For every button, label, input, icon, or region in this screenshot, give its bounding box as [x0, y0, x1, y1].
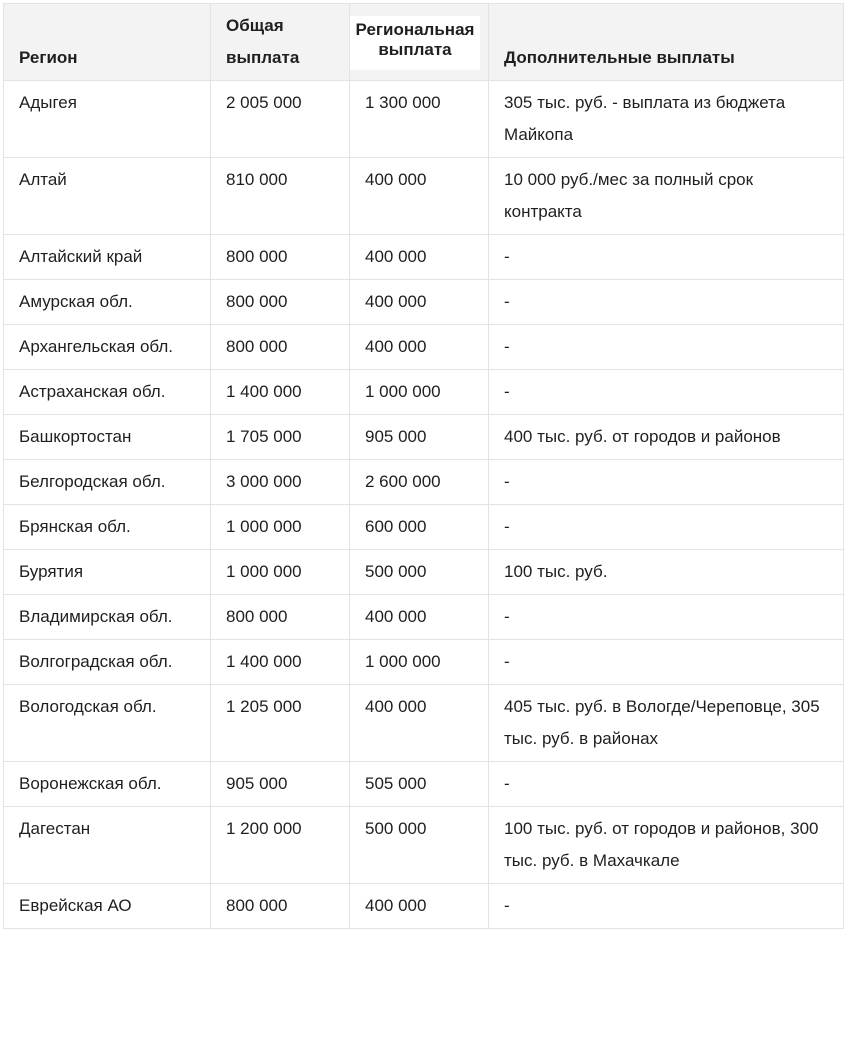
cell-total: 810 000 [211, 158, 350, 235]
cell-regional: 500 000 [350, 550, 489, 595]
cell-region: Дагестан [4, 807, 211, 884]
cell-total: 800 000 [211, 280, 350, 325]
cell-total: 1 000 000 [211, 505, 350, 550]
cell-regional: 1 000 000 [350, 640, 489, 685]
cell-regional: 400 000 [350, 235, 489, 280]
table-body [4, 81, 844, 929]
table-row [4, 505, 844, 550]
cell-region: Владимирская обл. [4, 595, 211, 640]
table-header-row [4, 4, 844, 81]
cell-additional: 100 тыс. руб. от городов и районов, 300 тыс. руб. в Махачкале [489, 807, 844, 884]
cell-region: Вологодская обл. [4, 685, 211, 762]
cell-additional: - [489, 280, 844, 325]
cell-total: 1 400 000 [211, 370, 350, 415]
cell-additional: 10 000 руб./мес за полный срок контракта [489, 158, 844, 235]
table-row [4, 460, 844, 505]
cell-regional: 400 000 [350, 884, 489, 929]
header-region: Регион [4, 4, 211, 81]
cell-total: 1 400 000 [211, 640, 350, 685]
cell-regional: 1 300 000 [350, 81, 489, 158]
table-row [4, 550, 844, 595]
cell-total: 1 205 000 [211, 685, 350, 762]
cell-total: 905 000 [211, 762, 350, 807]
cell-regional: 2 600 000 [350, 460, 489, 505]
cell-additional: 100 тыс. руб. [489, 550, 844, 595]
cell-region: Алтай [4, 158, 211, 235]
cell-additional: - [489, 325, 844, 370]
cell-total: 800 000 [211, 595, 350, 640]
cell-additional: - [489, 595, 844, 640]
cell-regional: 400 000 [350, 280, 489, 325]
cell-additional: 305 тыс. руб. - выплата из бюджета Майкопа [489, 81, 844, 158]
cell-regional: 1 000 000 [350, 370, 489, 415]
table-row [4, 685, 844, 762]
cell-regional: 500 000 [350, 807, 489, 884]
cell-region: Волгоградская обл. [4, 640, 211, 685]
cell-region: Воронежская обл. [4, 762, 211, 807]
cell-region: Брянская обл. [4, 505, 211, 550]
cell-regional: 905 000 [350, 415, 489, 460]
cell-region: Астраханская обл. [4, 370, 211, 415]
table-row [4, 325, 844, 370]
cell-region: Белгородская обл. [4, 460, 211, 505]
cell-regional: 600 000 [350, 505, 489, 550]
cell-total: 1 000 000 [211, 550, 350, 595]
table-row [4, 762, 844, 807]
payments-table-container [3, 3, 843, 929]
header-total: Общая выплата [211, 4, 350, 81]
cell-regional: 505 000 [350, 762, 489, 807]
table-row [4, 235, 844, 280]
cell-additional: - [489, 762, 844, 807]
cell-additional: - [489, 235, 844, 280]
cell-total: 800 000 [211, 884, 350, 929]
header-regional-label: Региональная выплата [350, 16, 480, 70]
cell-total: 3 000 000 [211, 460, 350, 505]
cell-region: Алтайский край [4, 235, 211, 280]
cell-additional: - [489, 640, 844, 685]
table-row [4, 884, 844, 929]
cell-total: 1 200 000 [211, 807, 350, 884]
table-row [4, 415, 844, 460]
cell-additional: 405 тыс. руб. в Вологде/Череповце, 305 тыс. руб. в районах [489, 685, 844, 762]
cell-regional: 400 000 [350, 685, 489, 762]
header-additional: Дополнительные выплаты [489, 4, 844, 81]
table-row [4, 807, 844, 884]
cell-total: 2 005 000 [211, 81, 350, 158]
cell-regional: 400 000 [350, 595, 489, 640]
table-row [4, 640, 844, 685]
table-row [4, 158, 844, 235]
cell-additional: 400 тыс. руб. от городов и районов [489, 415, 844, 460]
cell-regional: 400 000 [350, 158, 489, 235]
cell-region: Амурская обл. [4, 280, 211, 325]
cell-region: Бурятия [4, 550, 211, 595]
cell-region: Башкортостан [4, 415, 211, 460]
cell-total: 1 705 000 [211, 415, 350, 460]
payments-table [3, 3, 844, 929]
table-row [4, 595, 844, 640]
cell-region: Еврейская АО [4, 884, 211, 929]
cell-additional: - [489, 460, 844, 505]
cell-total: 800 000 [211, 325, 350, 370]
table-row [4, 280, 844, 325]
table-row [4, 370, 844, 415]
cell-additional: - [489, 884, 844, 929]
cell-additional: - [489, 370, 844, 415]
cell-total: 800 000 [211, 235, 350, 280]
cell-additional: - [489, 505, 844, 550]
cell-region: Архангельская обл. [4, 325, 211, 370]
cell-region: Адыгея [4, 81, 211, 158]
cell-regional: 400 000 [350, 325, 489, 370]
table-row [4, 81, 844, 158]
header-regional [350, 4, 489, 81]
